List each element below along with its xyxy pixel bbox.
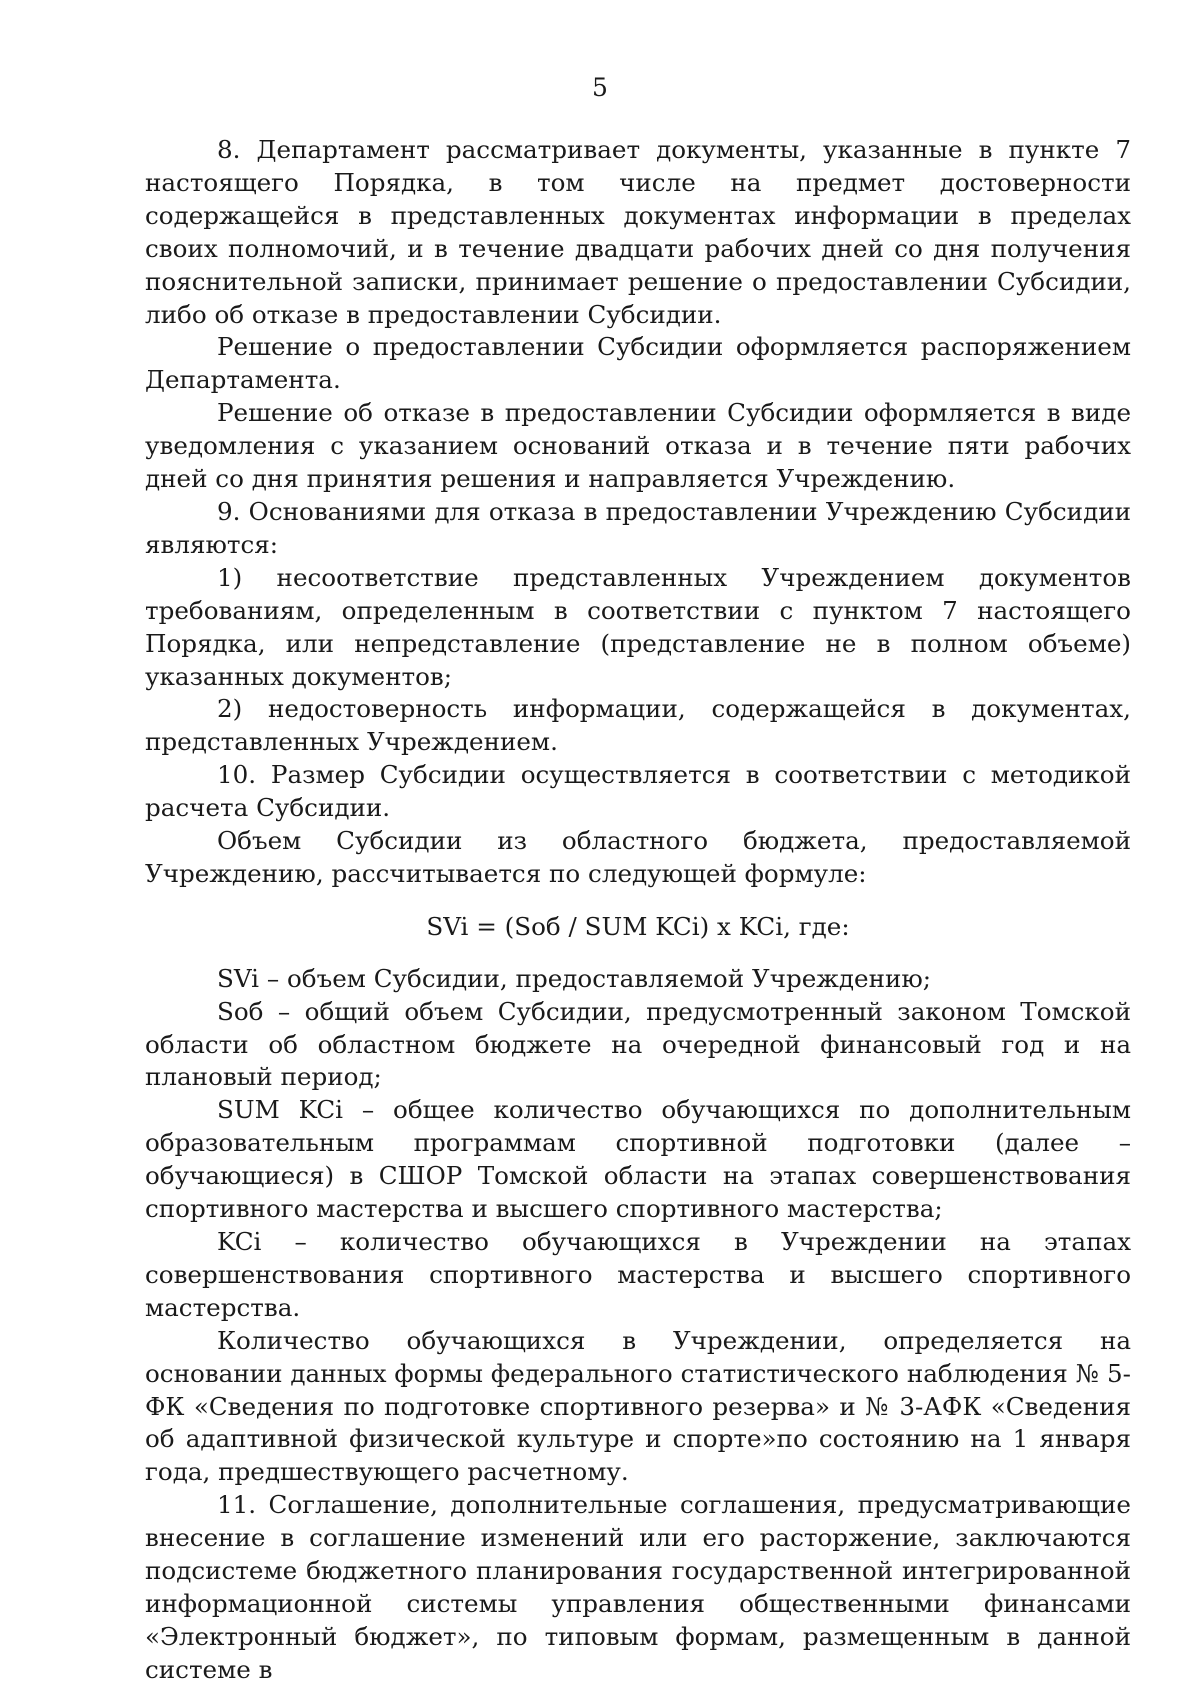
- paragraph-9-item-1: 1) несоответствие представленных Учреждением документов требованиям, определенным в соответствии с пунктом 7 настоящего Порядка, или непредставление (представление не в полном объеме) указанных документов;: [145, 562, 1131, 691]
- definition-svi: SVi – объем Субсидии, предоставляемой Учреждению;: [217, 963, 932, 993]
- document-body: [145, 134, 1131, 1687]
- paragraph-10-formula-intro: Объем Субсидии из областного бюджета, предоставляемой Учреждению, рассчитывается по следующей формуле:: [145, 826, 1131, 888]
- paragraph-9-grounds: 9. Основаниями для отказа в предоставлении Учреждению Субсидии являются:: [145, 496, 1131, 559]
- definition-sob: Sоб – общий объем Субсидии, предусмотренный законом Томской области об областном бюджете на очередной финансовый год и на плановый период;: [145, 996, 1131, 1092]
- page-number: 5: [592, 73, 608, 102]
- paragraph-10-amount: 10. Размер Субсидии осуществляется в соответствии с методикой расчета Субсидии.: [145, 760, 1131, 823]
- definition-kci: KCi – количество обучающихся в Учреждении на этапах совершенствования спортивного мастерства и высшего спортивного мастерства.: [145, 1227, 1131, 1322]
- paragraph-decision-refusal: Решение об отказе в предоставлении Субсидии оформляется в виде уведомления с указанием оснований отказа и в течение пяти рабочих дней со дня принятия решения и направляется Учреждению.: [145, 398, 1131, 494]
- paragraph-students-count: Количество обучающихся в Учреждении, определяется на основании данных формы федерального статистического наблюдения № 5-ФК «Сведения по подготовке спортивного резерва» и № 3-АФК «Сведения об адаптивной физической культуре и спорте»по состоянию на 1 января года, предшествующего расчетному.: [145, 1325, 1131, 1487]
- paragraph-9-item-2: 2) недостоверность информации, содержащейся в документах, представленных Учреждением.: [145, 694, 1131, 757]
- subsidy-formula: SVi = (Sоб / SUM KCi) x KCi, где:: [426, 911, 850, 941]
- paragraph-11-agreement: 11. Соглашение, дополнительные соглашения, предусматривающие внесение в соглашение изменений или его расторжение, заключаются подсистеме бюджетного планирования государственной интегрированной информационной системы управления общественными финансами «Электронный бюджет», по типовым формам, размещенным в данной системе в: [145, 1490, 1131, 1684]
- paragraph-decision-grant: Решение о предоставлении Субсидии оформляется распоряжением Департамента.: [145, 332, 1131, 395]
- definition-sum-kci: SUM KCi – общее количество обучающихся по дополнительным образовательным программам спортивной подготовки (далее – обучающиеся) в СШОР Томской области на этапах совершенствования спортивного мастерства и высшего спортивного мастерства;: [145, 1095, 1131, 1224]
- paragraph-8-review: 8. Департамент рассматривает документы, указанные в пункте 7 настоящего Порядка, в том числе на предмет достоверности содержащейся в представленных документах информации в пределах своих полномочий, и в течение двадцати рабочих дней со дня получения пояснительной записки, принимает решение о предоставлении Субсидии, либо об отказе в предоставлении Субсидии.: [145, 135, 1131, 329]
